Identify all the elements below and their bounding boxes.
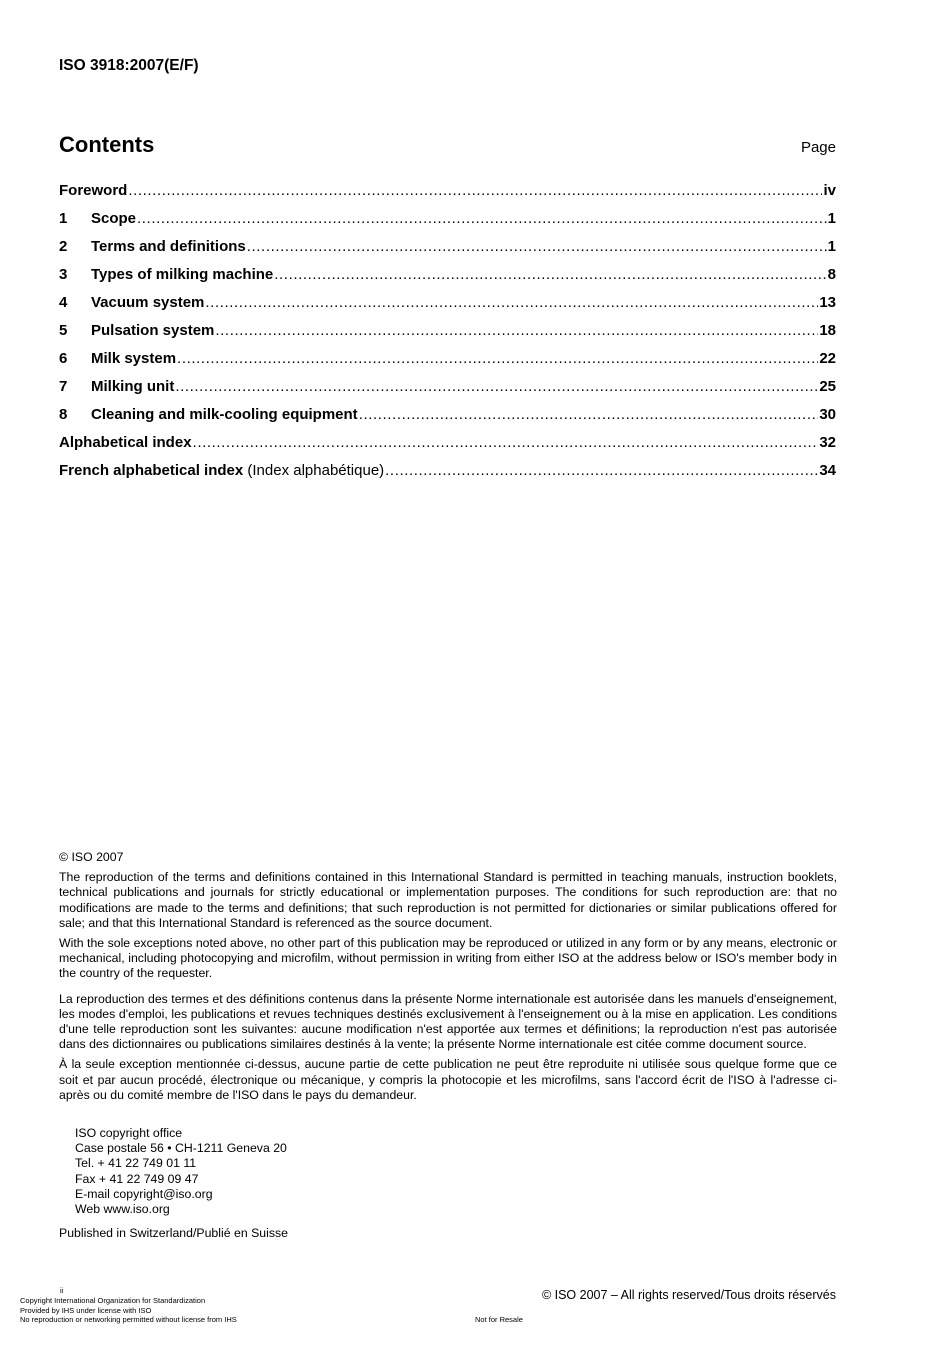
toc-entry[interactable] [59,434,836,462]
copyright-paragraph: The reproduction of the terms and definitions contained in this International Standard is permitted in teaching manuals, instruction booklets, technical publications and journals for strictly educational or implementation purposes. The conditions for such reproduction are: that no modifications are made to the terms and definitions; that such reproduction is not permitted for dictionaries or similar publications offered for sale; and that this International Standard is referenced as the source document. [59,870,837,930]
toc-title: Cleaning and milk-cooling equipment [91,406,358,423]
toc-page-number: 1 [827,210,836,227]
toc-number: 2 [59,238,68,255]
license-line: Copyright International Organization for Standardization [20,1296,206,1305]
toc-subtitle: (Index alphabétique) [247,462,385,479]
copyright-paragraph: La reproduction des termes et des définitions contenus dans la présente Norme internationale est autorisée dans les manuels d'enseignement, les modes d'emploi, les publications et revues techniques destinés exclusivement à l'enseignement ou à la mise en application. Les conditions d'une telle reproduction sont les suivantes: aucune modification n'est apportée aux termes et définitions; la reproduction n'est pas autorisée dans des dictionnaires ou publications similaires destinés à la vente; la présente Norme internationale est citée comme document source. [59,991,837,1052]
dot-leader [175,378,818,395]
toc-page-number: 13 [819,294,836,311]
address-line: ISO copyright office [75,1126,183,1140]
dot-leader [215,322,818,339]
toc-entry[interactable] [59,350,836,378]
toc-number: 4 [59,294,68,311]
dot-leader [137,210,827,227]
dot-leader [359,406,819,423]
toc-number: 8 [59,406,68,423]
toc-page-number: 30 [819,406,836,423]
toc-page-number: 18 [819,322,836,339]
toc-number: 6 [59,350,68,367]
copyright-line: © ISO 2007 [59,850,124,864]
toc-page-number: 34 [819,462,836,479]
page-number: ii [60,1286,64,1295]
toc-title: French alphabetical index [59,462,244,479]
toc-page-number: iv [823,182,836,199]
toc-number: 5 [59,322,68,339]
dot-leader [193,434,819,451]
toc-title: Types of milking machine [91,266,274,283]
toc-page-number: 32 [819,434,836,451]
toc-title: Foreword [59,182,128,199]
page-column-label: Page [800,139,836,156]
not-for-resale: Not for Resale [475,1315,523,1324]
toc-page-number: 1 [827,238,836,255]
dot-leader [177,350,818,367]
toc-number: 3 [59,266,68,283]
toc-entry[interactable] [59,266,836,294]
document-id: ISO 3918:2007(E/F) [59,57,199,74]
copyright-block [59,850,837,1108]
dot-leader [247,238,827,255]
license-line: No reproduction or networking permitted without license from IHS [20,1315,237,1324]
copyright-paragraph: À la seule exception mentionnée ci-dessus, aucune partie de cette publication ne peut être reproduite ni utilisée sous quelque forme que ce soit et par aucun procédé, électronique ou mécanique, y compris la photocopie et les microfilms, sans l'accord écrit de l'ISO à l'adresse ci-après ou du comité membre de l'ISO dans le pays du demandeur. [59,1057,837,1102]
toc-entry[interactable] [59,406,836,434]
toc-number: 7 [59,378,68,395]
toc-title: Vacuum system [91,294,205,311]
copyright-paragraph: With the sole exceptions noted above, no other part of this publication may be reproduced or utilized in any form or by any means, electronic or mechanical, including photocopying and microfilm, without permission in writing from either ISO at the address below or ISO's member body in the country of the requester. [59,936,837,981]
published-in: Published in Switzerland/Publié en Suisse [59,1226,288,1240]
toc-title: Milk system [91,350,177,367]
footer-rights: © ISO 2007 – All rights reserved/Tous droits réservés [541,1288,836,1302]
dot-leader [274,266,826,283]
toc-title: Pulsation system [91,322,215,339]
toc-entry[interactable] [59,322,836,350]
fax: Fax + 41 22 749 09 47 [75,1171,199,1186]
phone: Tel. + 41 22 749 01 11 [75,1156,197,1171]
website: Web www.iso.org [75,1202,170,1217]
toc-entry[interactable] [59,210,836,238]
toc-entry[interactable] [59,462,836,490]
license-notice [20,1296,237,1325]
toc-entry[interactable] [59,182,836,210]
email: E-mail copyright@iso.org [75,1186,213,1201]
dot-leader [385,462,818,479]
toc-title: Alphabetical index [59,434,192,451]
toc-title: Milking unit [91,378,175,395]
dot-leader [128,182,822,199]
toc-page-number: 25 [819,378,836,395]
license-line: Provided by IHS under license with ISO [20,1305,152,1315]
contents-title: Contents [59,132,155,157]
toc-entry[interactable] [59,294,836,322]
toc-page-number: 22 [819,350,836,367]
table-of-contents [59,182,836,490]
toc-entry[interactable] [59,238,836,266]
dot-leader [205,294,818,311]
toc-title: Scope [91,210,137,227]
toc-page-number: 8 [827,266,836,283]
toc-title: Terms and definitions [91,238,246,255]
address-line: Case postale 56 • CH-1211 Geneva 20 [75,1141,287,1156]
copyright-office-address [75,1126,287,1217]
toc-entry[interactable] [59,378,836,406]
toc-number: 1 [59,210,68,227]
